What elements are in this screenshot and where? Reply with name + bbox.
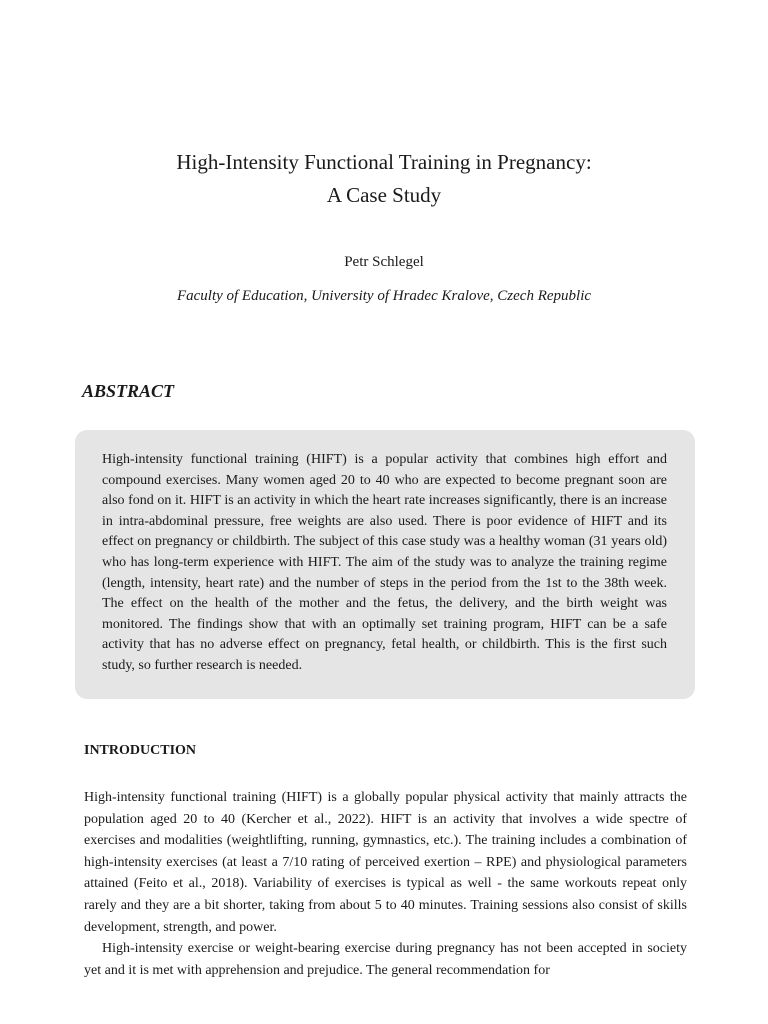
paper-title (0, 146, 768, 212)
abstract-heading: ABSTRACT (82, 381, 175, 401)
paper-title-line-2: A Case Study (326, 183, 442, 207)
abstract-text: High-intensity functional training (HIFT) is a popular activity that combines high effort and compound exercises. Many women aged 20 to 40 who are expected to become pregnant soon are also fond on it. HIFT is an activity in which the heart rate increases significantly, there is an increase in intra-abdominal pressure, free weights are also used. There is poor evidence of HIFT and its effect on pregnancy or childbirth. The subject of this case study was a healthy woman (31 years old) who has long-term experience with HIFT. The aim of the study was to analyze the training regime (length, intensity, heart rate) and the number of steps in the period from the 1st to the 38th week. The effect on the health of the mother and the fetus, the delivery, and the birth weight was monitored. The findings show that with an optimally set training program, HIFT can be a safe activity that has no adverse effect on pregnancy, fetal health, or childbirth. This is the first such study, so further research is needed. (102, 452, 667, 673)
abstract-box (75, 430, 695, 699)
introduction-heading: INTRODUCTION (84, 743, 197, 758)
paper-title-line-1: High-Intensity Functional Training in Pregnancy: (176, 150, 592, 174)
introduction-paragraph-1: High-intensity functional training (HIFT) is a globally popular physical activity that mainly attracts the population aged 20 to 40 (Kercher et al., 2022). HIFT is an activity that involves a wide spectre of exercises and modalities (weightlifting, running, gymnastics, etc.). The training includes a combination of high-intensity exercises (at least a 7/10 rating of perceived exertion – RPE) and physiological parameters attained (Feito et al., 2018). Variability of exercises is typical as well - the same workouts repeat only rarely and they are a bit shorter, taking from about 5 to 40 minutes. Training sessions also consist of skills development, strength, and power. (84, 790, 687, 935)
introduction-body (84, 787, 687, 981)
author-affiliation: Faculty of Education, University of Hradec Kralove, Czech Republic (176, 288, 592, 304)
author-name: Petr Schlegel (344, 254, 424, 270)
introduction-paragraph-2: High-intensity exercise or weight-bearing exercise during pregnancy has not been accepted in society yet and it is met with apprehension and prejudice. The general recommendation for (84, 941, 687, 978)
